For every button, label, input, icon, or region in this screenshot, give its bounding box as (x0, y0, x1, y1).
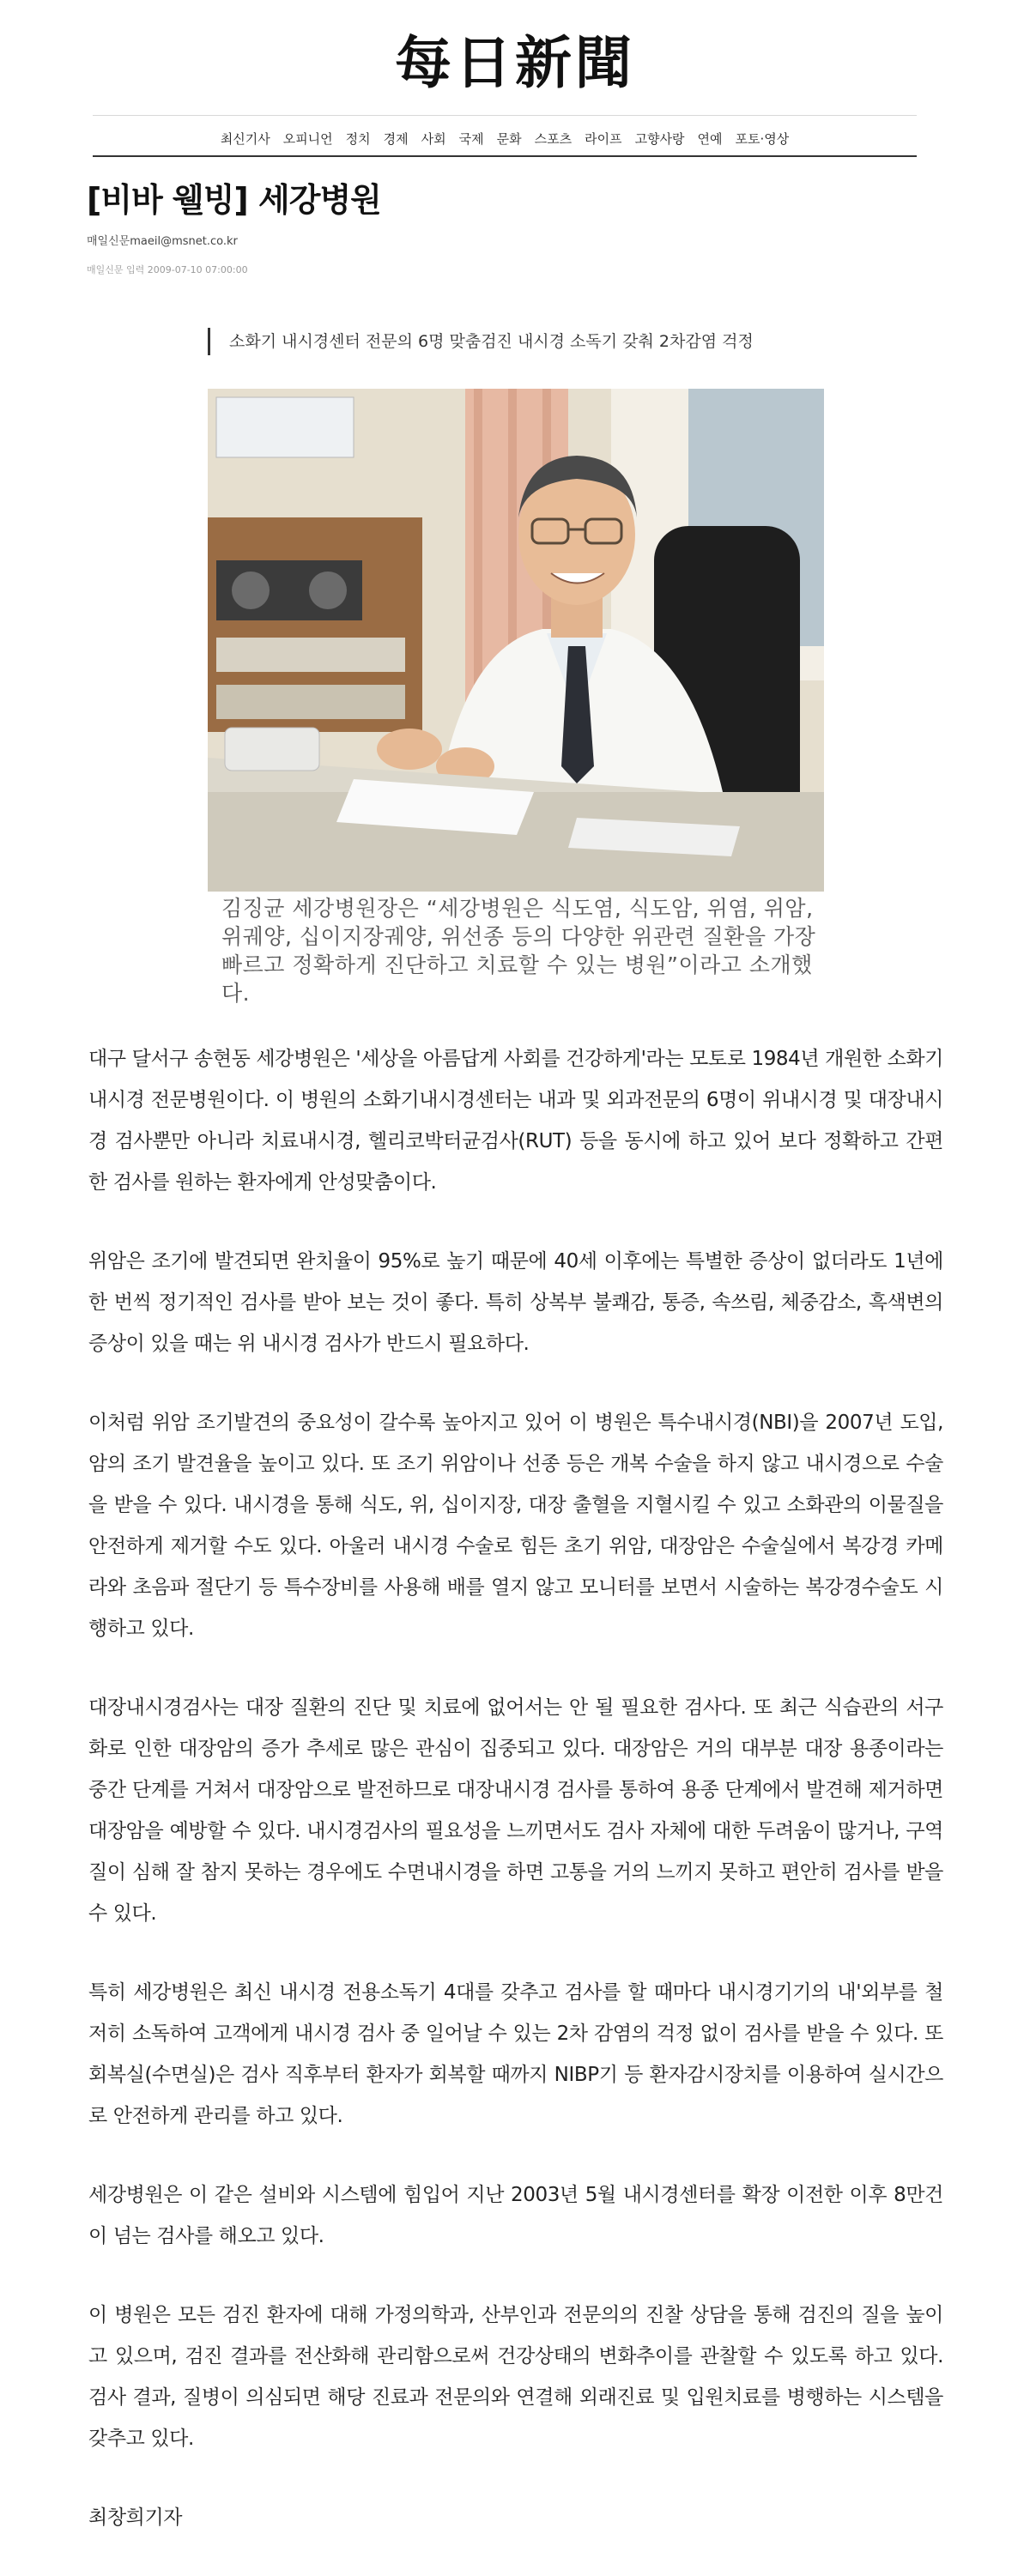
photo-caption: 김징균 세강병원장은 “세강병원은 식도염, 식도암, 위염, 위암, 위궤양, 십이지장궤양, 위선종 등의 다양한 위관련 질환을 가장 빠르고 정확하게 진단하고 치료할 수 있는 병원”이라고 소개했다. (221, 896, 816, 1006)
nav-item-world[interactable]: 국제 (458, 130, 484, 147)
article-dateline: 매일신문 입력 2009-07-10 07:00:00 (87, 264, 248, 275)
nav-item-latest[interactable]: 최신기사 (220, 130, 270, 147)
article-byline[interactable]: 매일신문maeil@msnet.co.kr (87, 235, 238, 248)
nav-divider (93, 155, 917, 157)
nav-item-economy[interactable]: 경제 (383, 130, 409, 147)
doctor-photo-illustration (208, 389, 824, 892)
article-headline: [비바 웰빙] 세강병원 (87, 181, 381, 219)
nav-item-opinion[interactable]: 오피니언 (282, 130, 333, 147)
article-paragraph: 대구 달서구 송현동 세강병원은 '세상을 아름답게 사회를 건강하게'라는 모토로 1984년 개원한 소화기 내시경 전문병원이다. 이 병원의 소화기내시경센터는 내과 및 외과전문의 6명이 위내시경 및 대장내시경 검사뿐만 아니라 치료내시경, 헬리코박터균검사(RUT) 등을 동시에 하고 있어 보다 정확하고 간편한 검사를 원하는 환자에게 안성맞춤이다. (88, 1048, 943, 1194)
nav-item-culture[interactable]: 문화 (496, 130, 522, 147)
article-reporter: 최창희기자 (88, 2506, 183, 2529)
nav-item-sports[interactable]: 스포츠 (534, 130, 573, 147)
article-paragraph: 대장내시경검사는 대장 질환의 진단 및 치료에 없어서는 안 될 필요한 검사다. 또 최근 식습관의 서구화로 인한 대장암의 증가 추세로 많은 관심이 집중되고 있다. 대장암은 거의 대부분 대장 용종이라는 중간 단계를 거쳐서 대장암으로 발전하므로 대장내시경 검사를 통하여 용종 단계에서 발견해 제거하면 대장암을 예방할 수 있다. 내시경검사의 필요성을 느끼면서도 검사 자체에 대한 두려움이 많거나, 구역질이 심해 잘 참지 못하는 경우에도 수면내시경을 하면 고통을 거의 느끼지 못하고 편안히 검사를 받을 수 있다. (88, 1696, 943, 1925)
article-paragraph: 세강병원은 이 같은 설비와 시스템에 힘입어 지난 2003년 5월 내시경센터를 확장 이전한 이후 8만건이 넘는 검사를 해오고 있다. (88, 2184, 943, 2247)
main-nav (93, 125, 917, 151)
nav-item-entertainment[interactable]: 연예 (697, 130, 723, 147)
nav-item-politics[interactable]: 정치 (345, 130, 371, 147)
article-photo (208, 389, 824, 892)
article-body (88, 1038, 943, 2576)
article-paragraph: 위암은 조기에 발견되면 완치율이 95%로 높기 때문에 40세 이후에는 특별한 증상이 없더라도 1년에 한 번씩 정기적인 검사를 받아 보는 것이 좋다. 특히 상복부 불쾌감, 통증, 속쓰림, 체중감소, 흑색변의 증상이 있을 때는 위 내시경 검사가 반드시 필요하다. (88, 1250, 943, 1355)
nav-item-society[interactable]: 사회 (421, 130, 446, 147)
article-paragraph: 이처럼 위암 조기발견의 중요성이 갈수록 높아지고 있어 이 병원은 특수내시경(NBI)을 2007년 도입, 암의 조기 발견율을 높이고 있다. 또 조기 위암이나 선종 등은 개복 수술을 하지 않고 내시경으로 수술을 받을 수 있다. 내시경을 통해 식도, 위, 십이지장, 대장 출혈을 지혈시킬 수 있고 소화관의 이물질을 안전하게 제거할 수도 있다. 아울러 내시경 수술로 힘든 초기 위암, 대장암은 수술실에서 복강경 카메라와 초음파 절단기 등 특수장비를 사용해 배를 열지 않고 모니터를 보면서 시술하는 복강경수술도 시행하고 있다. (88, 1412, 944, 1640)
masthead-divider (93, 115, 917, 116)
nav-item-photo-video[interactable]: 포토·영상 (735, 130, 790, 147)
nav-item-life[interactable]: 라이프 (585, 130, 622, 147)
nav-item-hometown[interactable]: 고향사랑 (634, 130, 685, 147)
article-paragraph: 이 병원은 모든 검진 환자에 대해 가정의학과, 산부인과 전문의의 진찰 상담을 통해 검진의 질을 높이고 있으며, 검진 결과를 전산화해 관리함으로써 건강상태의 변화추이를 관찰할 수 있도록 하고 있다. 검사 결과, 질병이 의심되면 해당 진료과 전문의와 연결해 외래진료 및 입원치료를 병행하는 시스템을 갖추고 있다. (88, 2304, 943, 2450)
article-paragraph: 특히 세강병원은 최신 내시경 전용소독기 4대를 갖추고 검사를 할 때마다 내시경기기의 내'외부를 철저히 소독하여 고객에게 내시경 검사 중 일어날 수 있는 2차 감염의 걱정 없이 검사를 받을 수 있다. 또 회복실(수면실)은 검사 직후부터 환자가 회복할 때까지 NIBP기 등 환자감시장치를 이용하여 실시간으로 안전하게 관리를 하고 있다. (88, 1981, 943, 2127)
article-subhead: 소화기 내시경센터 전문의 6명 맞춤검진 내시경 소독기 갖춰 2차감염 걱정 (208, 328, 864, 355)
masthead-logo[interactable]: 每日新聞 (395, 29, 635, 96)
